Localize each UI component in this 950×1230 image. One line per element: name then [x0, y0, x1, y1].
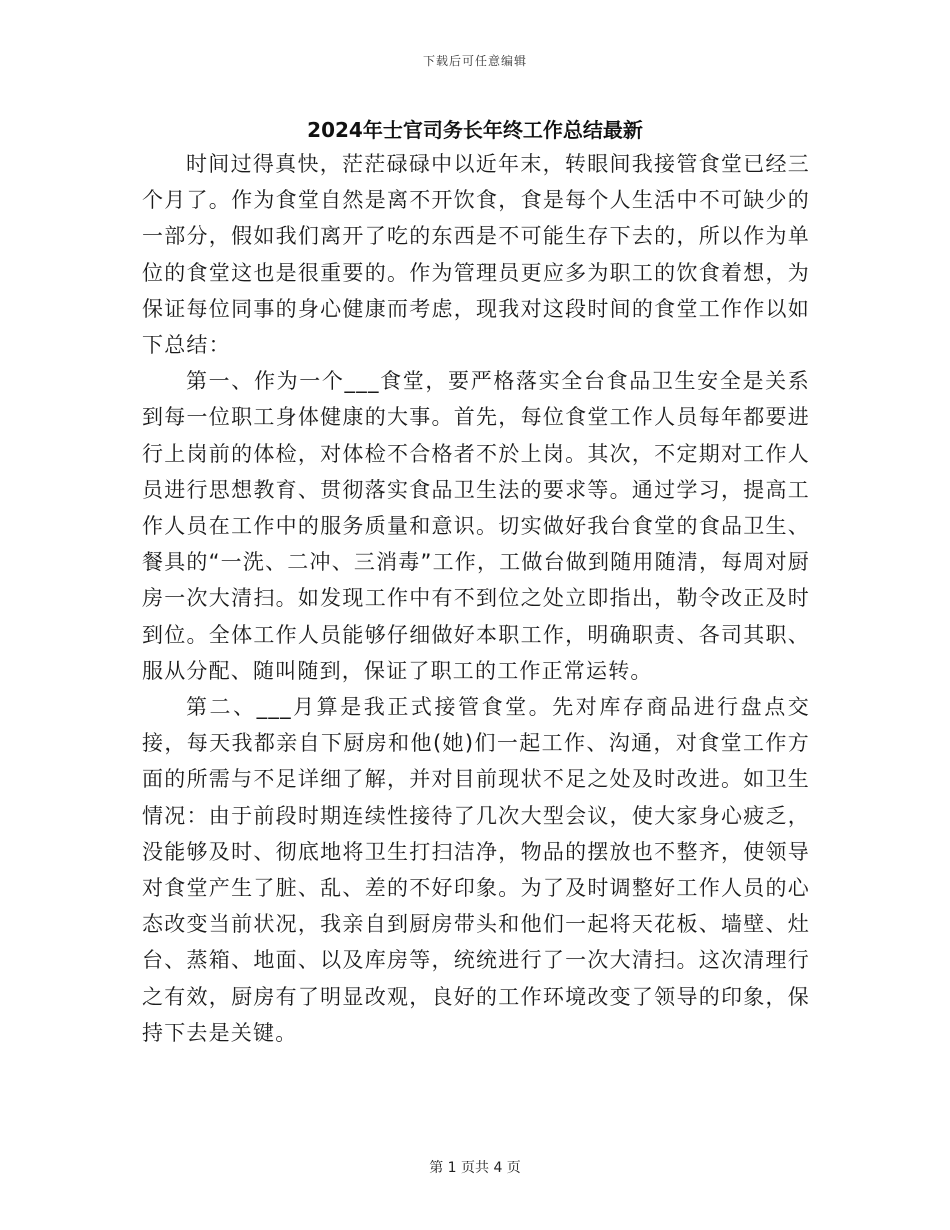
- document-title: 2024年士官司务长年终工作总结最新: [307, 118, 643, 142]
- document-body: [142, 146, 810, 1051]
- paragraph-intro: 时间过得真快，茫茫碌碌中以近年末，转眼间我接管食堂已经三个月了。作为食堂自然是离不开饮食，食是每个人生活中不可缺少的一部分，假如我们离开了吃的东西是不可能生存下去的，所以作为单位的食堂这也是很重要的。作为管理员更应多为职工的饮食着想，为保证每位同事的身心健康而考虑，现我对这段时间的食堂工作作以如下总结：: [142, 152, 810, 358]
- paragraph-second-point: 第二、___月算是我正式接管食堂。先对库存商品进行盘点交接，每天我都亲自下厨房和他(她)们一起工作、沟通，对食堂工作方面的所需与不足详细了解，并对目前现状不足之处及时改进。如卫生情况：由于前段时期连续性接待了几次大型会议，使大家身心疲乏，没能够及时、彻底地将卫生打扫洁净，物品的摆放也不整齐，使领导对食堂产生了脏、乱、差的不好印象。为了及时调整好工作人员的心态改变当前状况，我亲自到厨房带头和他们一起将天花板、墙壁、灶台、蒸箱、地面、以及库房等，统统进行了一次大清扫。这次清理行之有效，厨房有了明显改观，良好的工作环境改变了领导的印象，保持下去是关键。: [142, 695, 810, 1045]
- page-number: 第 1 页共 4 页: [429, 1160, 521, 1176]
- paragraph-first-point: 第一、作为一个___食堂，要严格落实全台食品卫生安全是关系到每一位职工身体健康的大事。首先，每位食堂工作人员每年都要进行上岗前的体检，对体检不合格者不於上岗。其次，不定期对工作人员进行思想教育、贯彻落实食品卫生法的要求等。通过学习，提高工作人员在工作中的服务质量和意识。切实做好我台食堂的食品卫生、餐具的“一洗、二冲、三消毒”工作，工做台做到随用随清，每周对厨房一次大清扫。如发现工作中有不到位之处立即指出，勒令改正及时到位。全体工作人员能够仔细做好本职工作，明确职责、各司其职、服从分配、随叫随到，保证了职工的工作正常运转。: [142, 369, 810, 683]
- header-note: 下载后可任意编辑: [422, 54, 527, 68]
